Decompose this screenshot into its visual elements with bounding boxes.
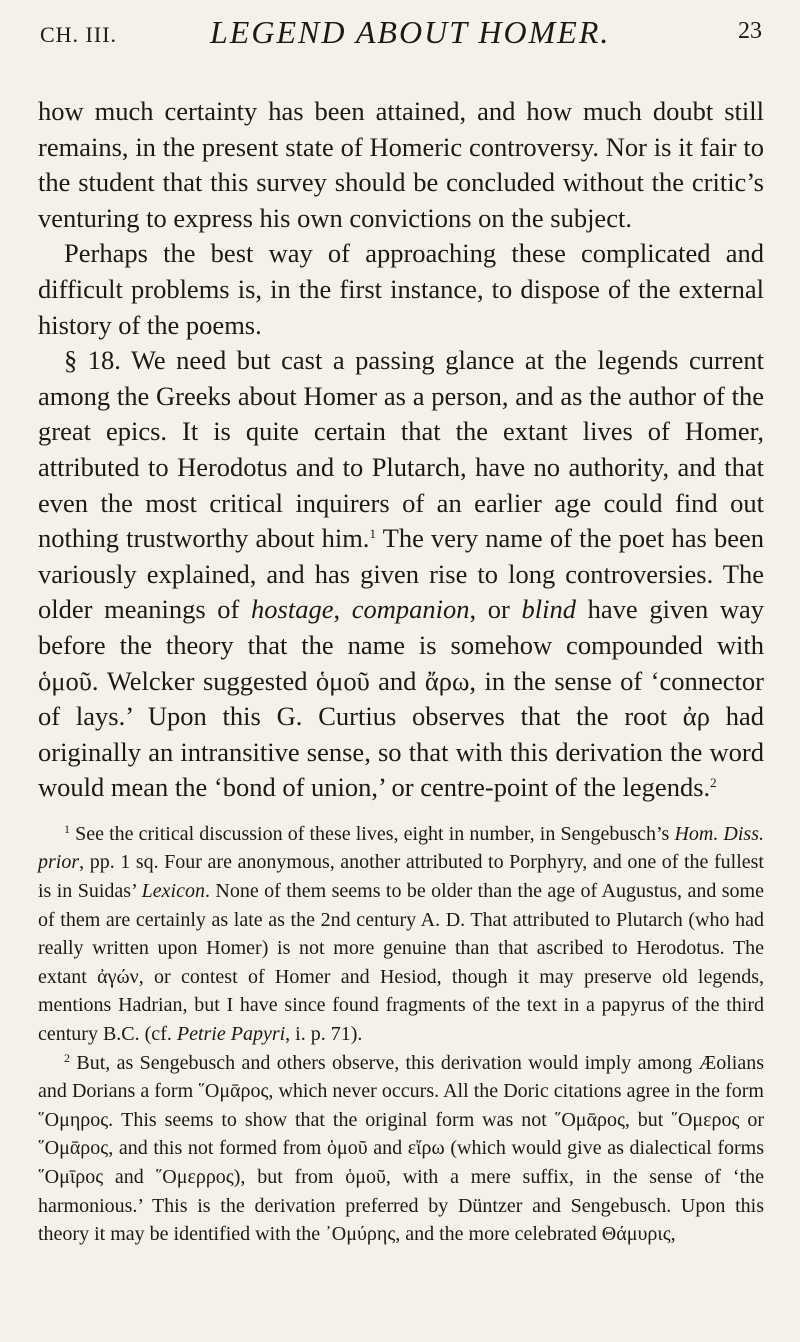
term-companion: companion: [351, 594, 470, 625]
footnote-2-text: But, as Sengebusch and others observe, this derivation would imply among Æolians and Dorians a form ῞Ομᾱρος, which never occurs. All the Doric citations agree in the form ῞Ομηρος. This seems to show that the original form was not ῞Ομᾱρος, but ῞Ομερος or ῞Ομᾱρος, and this not formed from ὁμοῦ and εἴρω (which would give as dialectical forms ῞Ομῑρος and ῞Ομερρος), but from ὁμοῦ, with a mere suffix, in the sense of ‘the harmonious.’ This is the derivation preferred by Düntzer and Sengebusch. Upon this theory it may be identified with the ᾿Ομύρης, and the more celebrated Θάμυρις,: [38, 1051, 764, 1246]
or-text: , or: [469, 594, 522, 625]
footnotes: [38, 820, 764, 1249]
comma: ,: [333, 594, 352, 625]
citation-lexicon: Lexicon: [141, 880, 205, 903]
main-text: [38, 94, 764, 806]
footnote-1-mark: 1: [64, 821, 70, 836]
running-head: [38, 0, 764, 56]
page-number: 23: [738, 18, 762, 44]
footnote-1-part-c: . None of them seems to be older than the age of Augustus, and some of them are certainly as late as the 2nd century A. D. That attributed to Plutarch (who had really written upon Homer) is not more genuine than that ascribed to Herodotus. The extant ἀγών, or contest of Homer and Hesiod, though it may preserve old legends, mentions Hadrian, but I have since found fragments of the text in a papyrus of the third century B.C. (cf.: [38, 880, 764, 1046]
footnote-ref-2: 2: [710, 775, 717, 791]
paragraph-2: Perhaps the best way of approaching these complicated and difficult problems is, in the first instance, to dispose of the external history of the poems.: [38, 238, 764, 340]
citation-petrie-papyri: Petrie Papyri: [176, 1023, 286, 1046]
footnote-1-part-d: , i. p. 71).: [285, 1023, 363, 1046]
footnote-1-part-b: , pp. 1 sq. Four are anonymous, another attributed to Porphyry, and one of the fullest is in Suidas’: [38, 851, 764, 903]
footnote-2-mark: 2: [64, 1050, 70, 1065]
footnote-2: [38, 1049, 764, 1249]
citation-hom-diss: Hom. Diss. prior: [38, 822, 765, 874]
term-blind: blind: [521, 594, 576, 625]
paragraph-1: how much certainty has been attained, and how much doubt still remains, in the present state of Homeric controversy. Nor is it fair to the student that this survey should be concluded without the critic’s venturing to express his own convictions on the subject.: [38, 96, 764, 233]
paragraph-3-part-c: have given way before the theory that the name is somehow compounded with ὁμοῦ. Welcker suggested ὁμοῦ and ἄρω, in the sense of ‘connector of lays.’ Upon this G. Curtius observes that the root ἀρ had originally an intransitive sense, so that with this derivation the word would mean the ‘bond of union,’ or centre-point of the legends.: [38, 594, 764, 803]
footnote-1-part-a: See the critical discussion of these lives, eight in number, in Sengebusch’s: [70, 822, 675, 845]
paragraph-3: [38, 343, 764, 806]
paragraph-3-part-b: The very name of the poet has been variously explained, and has given rise to long controversies. The older meanings of: [38, 523, 764, 625]
footnote-ref-1: 1: [369, 526, 376, 542]
footnote-1: [38, 820, 764, 1049]
term-hostage: hostage: [251, 594, 334, 625]
chapter-label: CH. III.: [40, 22, 118, 47]
paragraph-3-part-a: § 18. We need but cast a passing glance at the legends current among the Greeks about Homer as a person, and as the author of the great epics. It is quite certain that the extant lives of Homer, attributed to Herodotus and to Plutarch, have no authority, and that even the most critical inquirers of an earlier age could find out nothing trustworthy about him.: [38, 345, 764, 554]
running-title: LEGEND ABOUT HOMER.: [210, 14, 611, 50]
